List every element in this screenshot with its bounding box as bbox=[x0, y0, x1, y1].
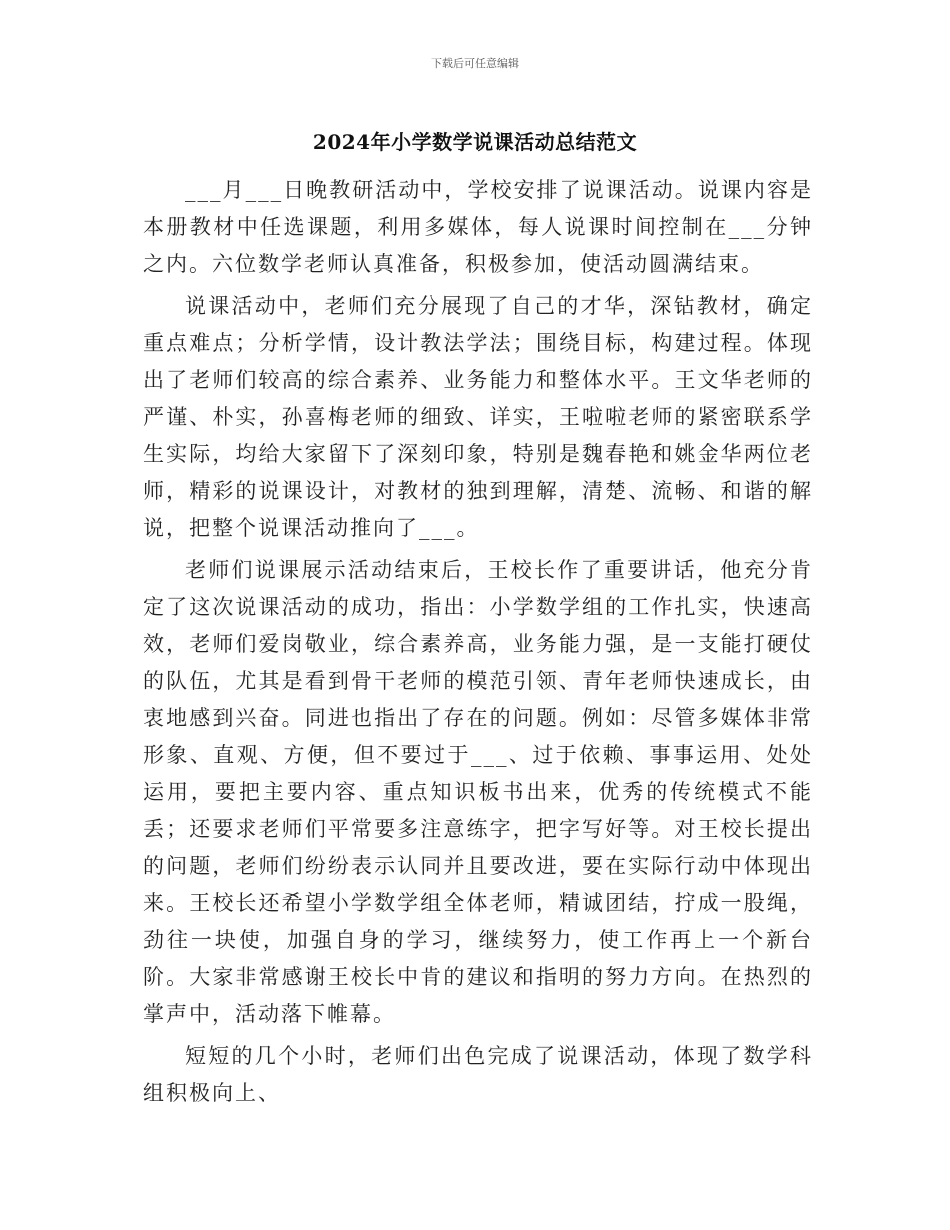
paragraph-2: 说课活动中，老师们充分展现了自己的才华，深钻教材，确定重点难点；分析学情，设计教法学法；围绕目标，构建过程。体现出了老师们较高的综合素养、业务能力和整体水平。王文华老师的严谨、朴实，孙喜梅老师的细致、详实，王啦啦老师的紧密联系学生实际，均给大家留下了深刻印象，特别是魏春艳和姚金华两位老师，精彩的说课设计，对教材的独到理解，清楚、流畅、和谐的解说，把整个说课活动推向了___。 bbox=[143, 294, 813, 540]
paragraph-4: 短短的几个小时，老师们出色完成了说课活动，体现了数学科组积极向上、 bbox=[143, 1044, 813, 1105]
document-title: 2024年小学数学说课活动总结范文 bbox=[312, 130, 638, 154]
header-note: 下载后可任意编辑 bbox=[431, 57, 519, 70]
paragraph-1: ___月___日晚教研活动中，学校安排了说课活动。说课内容是本册教材中任选课题，利用多媒体，每人说课时间控制在___分钟之内。六位数学老师认真准备，积极参加，使活动圆满结束。 bbox=[143, 178, 813, 276]
paragraph-3: 老师们说课展示活动结束后，王校长作了重要讲话，他充分肯定了这次说课活动的成功，指出：小学数学组的工作扎实，快速高效，老师们爱岗敬业，综合素养高，业务能力强，是一支能打硬仗的队伍，尤其是看到骨干老师的模范引领、青年老师快速成长，由衷地感到兴奋。同进也指出了存在的问题。例如：尽管多媒体非常形象、直观、方便，但不要过于___、过于依赖、事事运用、处处运用，要把主要内容、重点知识板书出来，优秀的传统模式不能丢；还要求老师们平常要多注意练字，把字写好等。对王校长提出的问题，老师们纷纷表示认同并且要改进，要在实际行动中体现出来。王校长还希望小学数学组全体老师，精诚团结，拧成一股绳，劲往一块使，加强自身的学习，继续努力，使工作再上一个新台阶。大家非常感谢王校长中肯的建议和指明的努力方向。在热烈的掌声中，活动落下帷幕。 bbox=[143, 558, 813, 1026]
document-body bbox=[143, 172, 813, 1117]
